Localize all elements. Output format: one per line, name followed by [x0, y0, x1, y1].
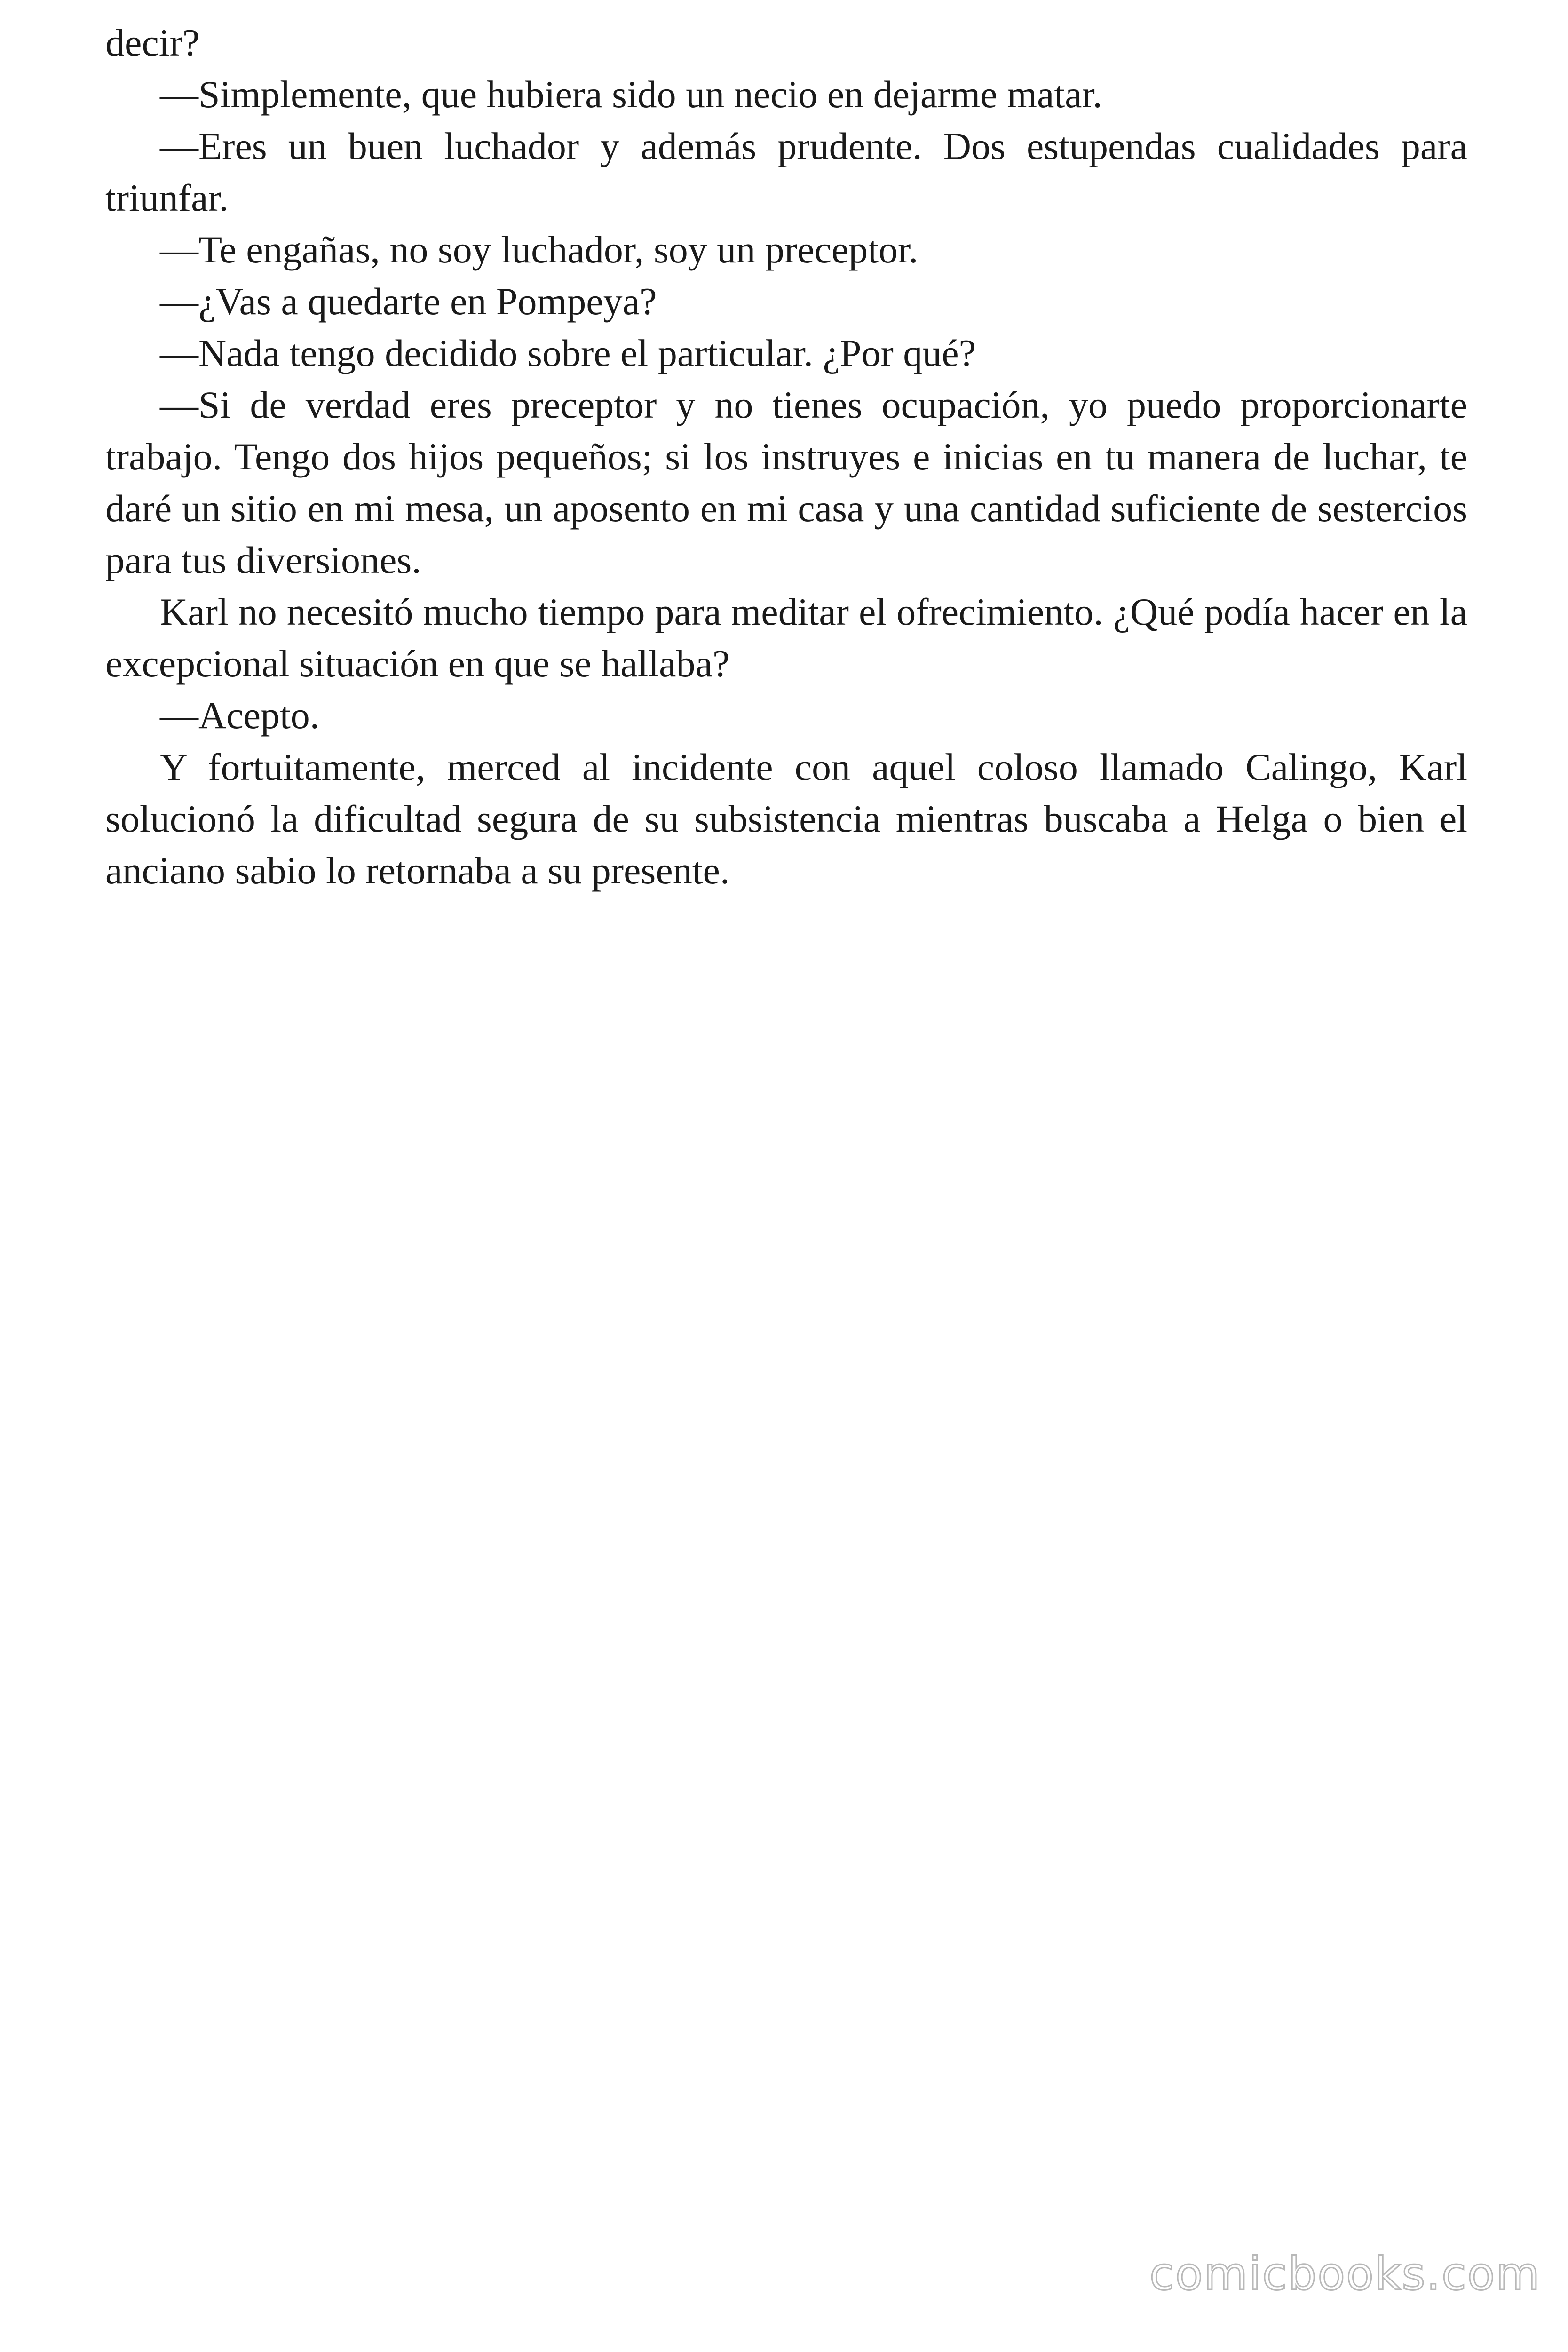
paragraph-dialogue: —¿Vas a quedarte en Pompeya? — [160, 280, 657, 323]
watermark-text: comicbooks.com — [1149, 2248, 1541, 2300]
paragraph-dialogue: —Acepto. — [160, 694, 320, 737]
paragraph-dialogue: —Te engañas, no soy luchador, soy un preceptor. — [160, 228, 919, 271]
paragraph-dialogue: —Nada tengo decidido sobre el particular. ¿Por qué? — [160, 332, 976, 374]
paragraph-dialogue: —Si de verdad eres preceptor y no tienes ocupación, yo puedo proporcionarte trabajo. Tengo dos hijos pequeños; si los instruyes e inicias en tu manera de luchar, te daré un sitio en mi mesa, un aposento en mi casa y una cantidad suficiente de sestercios para tus diversiones. — [105, 383, 1467, 581]
body-text — [105, 17, 1467, 897]
paragraph-dialogue: —Simplemente, que hubiera sido un necio en dejarme matar. — [160, 73, 1102, 116]
paragraph-continuation: decir? — [105, 21, 200, 64]
paragraph-narration: Y fortuitamente, merced al incidente con aquel coloso llamado Calingo, Karl solucionó la dificultad segura de su subsistencia mientras buscaba a Helga o bien el anciano sabio lo retornaba a su presente. — [105, 746, 1467, 892]
paragraph-dialogue: —Eres un buen luchador y además prudente. Dos estupendas cualidades para triunfar. — [105, 125, 1467, 219]
paragraph-narration: Karl no necesitó mucho tiempo para meditar el ofrecimiento. ¿Qué podía hacer en la excepcional situación en que se hallaba? — [105, 590, 1467, 685]
